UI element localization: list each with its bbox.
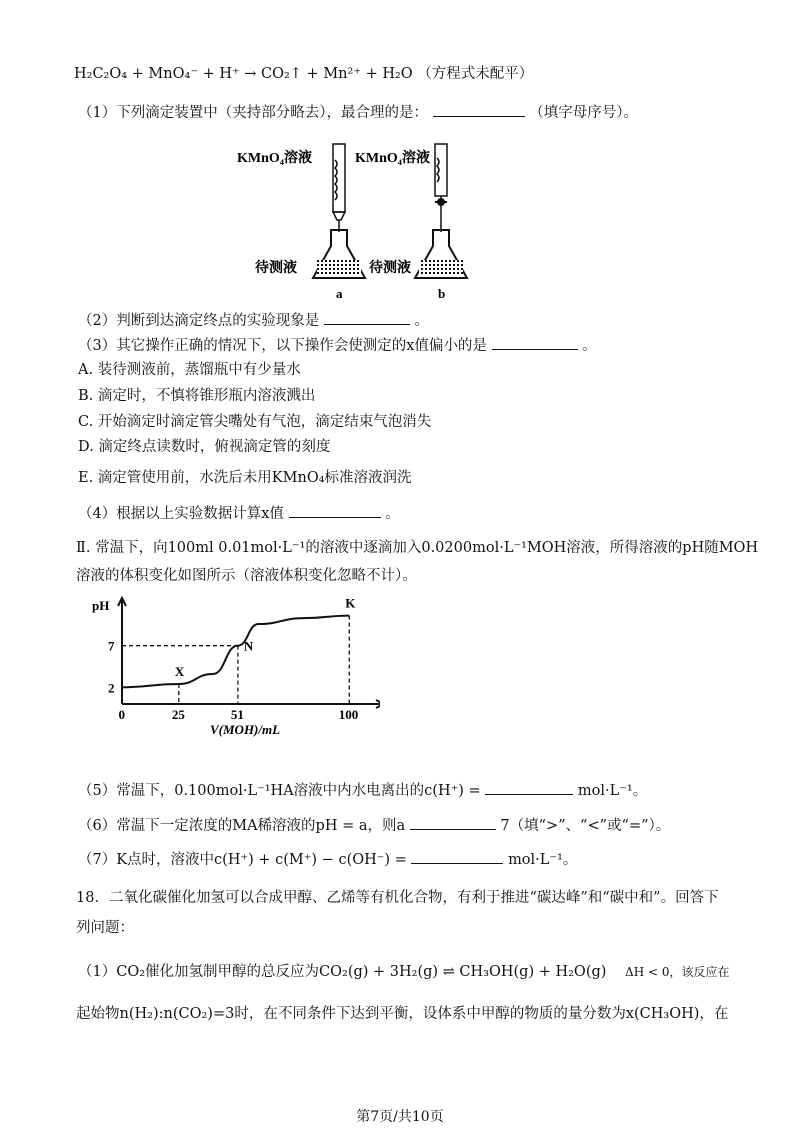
question-6-suffix: 7（填“>”、“<”或“=”）。 [500, 818, 671, 834]
answer-blank-3[interactable] [492, 335, 578, 350]
question-1-text: （1）下列滴定装置中（夹持部分略去），最合理的是： [78, 105, 428, 121]
question-7-suffix: mol·L⁻¹。 [508, 852, 578, 868]
question-2-suffix: 。 [414, 313, 429, 329]
option-b: B. 滴定时，不慎将锥形瓶内溶液溅出 [78, 388, 316, 404]
question-7 [78, 849, 577, 870]
question-18-line-2: 列问题： [76, 920, 134, 936]
option-e: E. 滴定管使用前，水洗后未用KMnO₄标准溶液润洗 [78, 470, 412, 486]
question-7-text: （7）K点时，溶液中c(H⁺) + c(M⁺) − c(OH⁻) = [78, 852, 407, 868]
x-axis-label: V(MOH)/mL [210, 722, 281, 737]
question-18-line-1: 18．二氧化碳催化加氢可以合成甲醇、乙烯等有机化合物，有利于推进“碳达峰”和“碳中和”。回答下 [76, 890, 719, 906]
point-label-x: X [174, 664, 185, 679]
answer-blank-4[interactable] [289, 503, 381, 518]
question-5 [78, 780, 647, 801]
label-b-reagent: KMnO₄溶液 [355, 151, 430, 166]
x-tick-label: 51 [230, 707, 244, 722]
reaction-equation [74, 64, 533, 84]
option-a: A. 装待测液前，蒸馏瓶中有少量水 [78, 362, 301, 378]
y-tick-label: 2 [108, 680, 115, 696]
question-5-text: （5）常温下，0.100mol·L⁻¹HA溶液中内水电离出的c(H⁺) = [78, 783, 481, 799]
answer-blank-2[interactable] [324, 310, 410, 325]
ph-curve [122, 616, 349, 688]
question-1-suffix: （填字母序号）。 [529, 105, 638, 121]
x-tick-label: 25 [171, 707, 185, 722]
tag-a: a [336, 286, 343, 301]
question-18-1-enthalpy: ΔH < 0，该反应在 [625, 965, 730, 979]
answer-blank-6[interactable] [410, 815, 496, 830]
question-1 [78, 102, 638, 123]
equation-text: H₂C₂O₄ + MnO₄⁻ + H⁺ → CO₂↑ + Mn²⁺ + H₂O [74, 66, 413, 82]
tag-b: b [438, 286, 446, 301]
answer-blank-5[interactable] [485, 780, 573, 795]
point-label-k: K [345, 595, 356, 611]
label-b-flask: 待测液 [369, 261, 411, 276]
x-tick-label: 100 [338, 707, 359, 722]
label-a-flask: 待测液 [255, 261, 297, 276]
flask-a [313, 230, 365, 278]
question-3-text: （3）其它操作正确的情况下，以下操作会使测定的x值偏小的是 [78, 338, 487, 354]
answer-blank-1[interactable] [433, 102, 525, 117]
question-18-1-reaction: （1）CO₂催化加氢制甲醇的总反应为CO₂(g) + 3H₂(g) ⇌ CH₃OH(g) + H₂O(g) [78, 964, 607, 980]
question-18-1-line-2: 起始物n(H₂):n(CO₂)=3时，在不同条件下达到平衡，设体系中甲醇的物质的量分数为x(CH₃OH)，在 [76, 1006, 729, 1022]
question-2 [78, 310, 429, 331]
part-ii-line-2: 溶液的体积变化如图所示（溶液体积变化忽略不计）。 [76, 568, 417, 584]
y-tick-label: 7 [108, 638, 115, 654]
y-axis-label: pH [92, 598, 110, 613]
equation-note: （方程式未配平） [417, 66, 534, 82]
question-2-text: （2）判断到达滴定终点的实验现象是 [78, 313, 320, 329]
burette-a [333, 144, 345, 232]
titration-apparatus-figure [225, 140, 525, 305]
x-tick-label: 0 [118, 707, 125, 722]
question-6-text: （6）常温下一定浓度的MA稀溶液的pH = a，则a [78, 818, 406, 834]
flask-b [415, 230, 467, 278]
question-5-suffix: mol·L⁻¹。 [577, 783, 648, 799]
question-4-suffix: 。 [385, 506, 400, 522]
option-d: D. 滴定终点读数时，俯视滴定管的刻度 [78, 439, 331, 455]
ph-titration-chart [80, 594, 380, 744]
question-4 [78, 503, 400, 524]
label-a-reagent: KMnO₄溶液 [237, 151, 312, 166]
page-number: 第7页/共10页 [356, 1109, 444, 1125]
option-c: C. 开始滴定时滴定管尖嘴处有气泡，滴定结束气泡消失 [78, 414, 432, 430]
part-ii-line-1: Ⅱ. 常温下，向100ml 0.01mol·L⁻¹的溶液中逐滴加入0.0200mol·L⁻¹MOH溶液，所得溶液的pH随MOH [76, 540, 759, 556]
question-18-1-line-1 [78, 962, 729, 982]
question-3 [78, 335, 597, 356]
answer-blank-7[interactable] [411, 849, 503, 864]
question-4-text: （4）根据以上实验数据计算x值 [78, 506, 284, 522]
point-label-n: N [243, 638, 254, 654]
question-3-suffix: 。 [582, 338, 597, 354]
burette-b [435, 144, 447, 232]
question-6 [78, 815, 670, 836]
